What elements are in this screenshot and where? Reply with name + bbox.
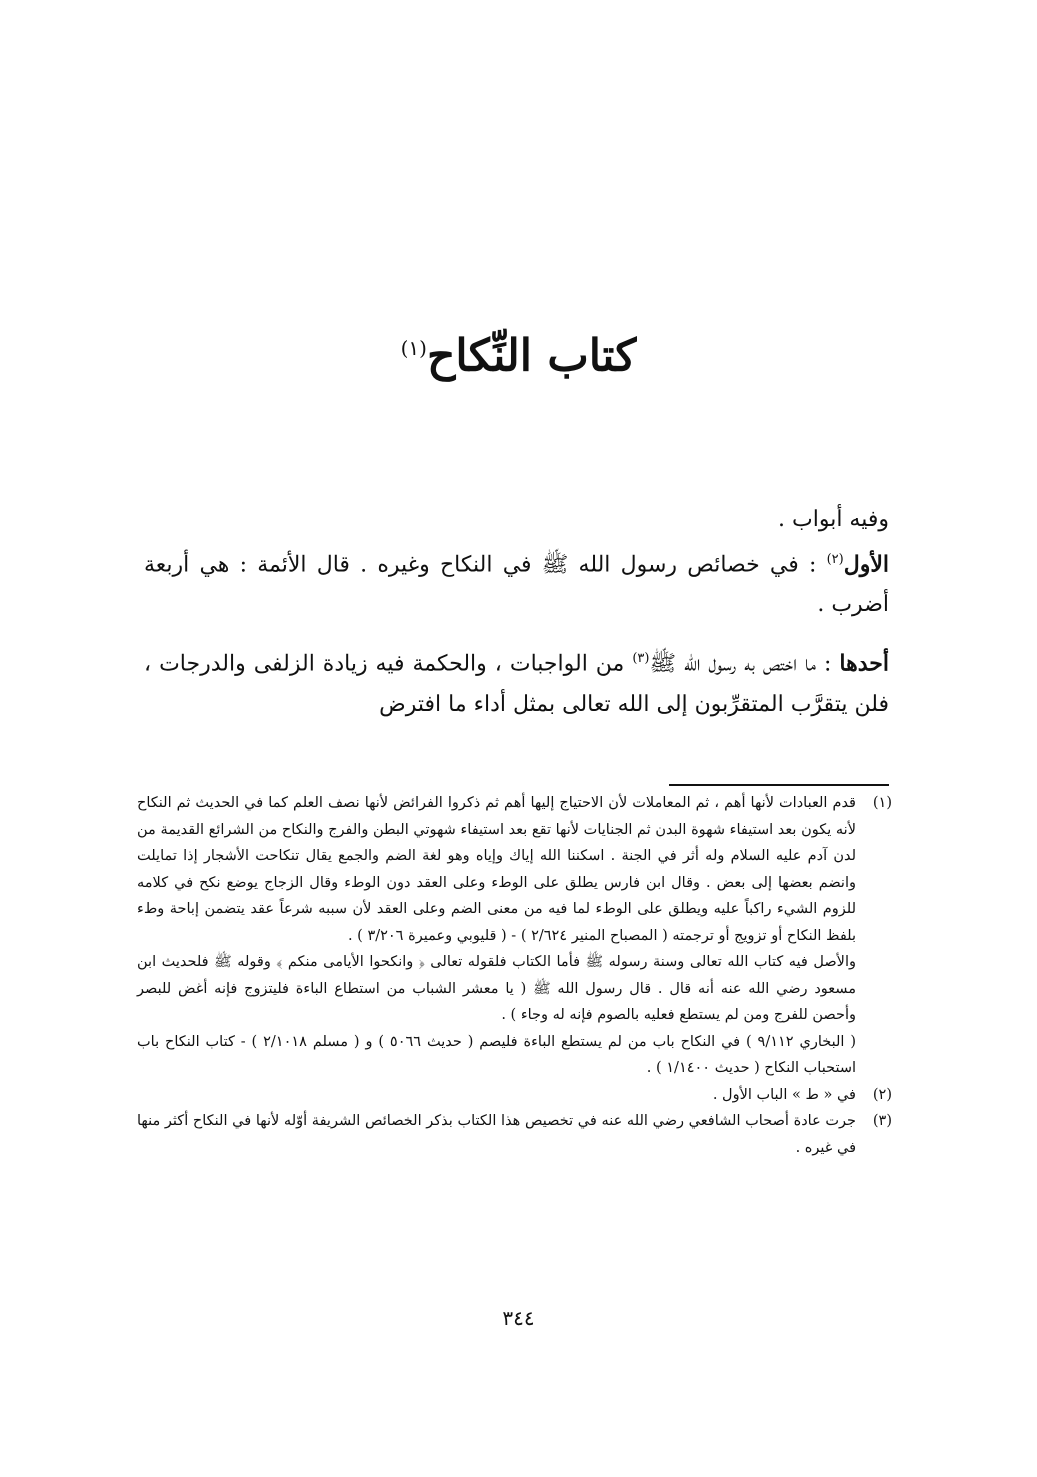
footnote-paragraph: والأصل فيه كتاب الله تعالى وسنة رسوله ﷺ فأما الكتاب فلقوله تعالى ﴿ وانكحوا الأيامى منكم ﴾ وقوله ﷺ فلحديث ابن مسعود رضي الله عنه أنه قال . قال رسول الله ﷺ ( يا معشر الشباب من استطاع الباءة فليتزوج فإنه أغض للبصر وأحصن للفرج ومن لم يستطع فعليه بالصوم فإنه له وجاء ) . [137,954,856,1023]
footnotes [137,790,892,1161]
footnote-paragraph: ( البخاري ٩/١١٢ ) في النكاح باب من لم يستطع الباءة فليصم ( حديث ٥٠٦٦ ) و ( مسلم ٢/١٠١٨ ) - كتاب النكاح باب استحباب النكاح ( حديث ١/١٤٠٠ ) . [137,1033,856,1076]
footnote-3 [137,1108,892,1161]
footnote-number: (٢) [872,1086,892,1103]
footnote-paragraph: في « ط » الباب الأول . [712,1086,856,1103]
footnote-paragraph: قدم العبادات لأنها أهم ، ثم المعاملات لأن الاحتياج إليها أهم ثم ذكروا الفرائض لأنها نصف العلم كما في الحديث ثم النكاح لأنه يكون بعد استيفاء شهوة البدن ثم الجنايات لأنها تقع بعد استيفاء شهوتي البطن والفرج والنكاح من الشرائع القديمة من لدن آدم عليه السلام وله أثر في الجنة . اسكننا الله إياك وإياه وهو لغة الضم والجمع يقال تنكاحت الأشجار إذا تمايلت وانضم بعضها إلى بعض . وقال ابن فارس يطلق على الوطء وعلى العقد دون الوطء وقال الزجاج يوضع نكح في كلامه للزوم الشيء راكباً عليه ويطلق على الوطء لما فيه من معنى الضم وعلى العقد لأن سببه شرعاً عقد يتضمن إباحة وطء بلفظ النكاح أو تزويج أو ترجمته ( المصباح المنير ٢/٦٢٤ ) - ( قليوبي وعميرة ٣/٢٠٦ ) . [137,795,856,944]
footnote-body [137,1082,856,1109]
first-section-footnote-ref: (٢) [826,552,844,567]
footnote-1 [137,790,892,1082]
second-section-footnote-ref: (٣) [632,651,650,667]
page-number: ٣٤٤ [502,1306,535,1330]
main-text [144,500,889,725]
first-section-text: : في خصائص رسول الله ﷺ في النكاح وغيره . قال الأئمة : هي أربعة أضرب . [144,552,889,618]
footnote-body [137,790,856,1082]
intro-line: وفيه أبواب . [778,507,889,532]
chapter-title-text: كتاب النِّكاح [426,330,637,382]
footnote-number: (١) [872,795,892,811]
footnote-paragraph: جرت عادة أصحاب الشافعي رضي الله عنه في تخصيص هذا الكتاب بذكر الخصائص الشريفة أوّله لأنها في النكاح أكثر منها في غيره . [137,1113,856,1156]
first-section-lead: الأول [843,551,889,578]
second-section-lead: أحدها [839,650,889,677]
chapter-title [0,318,1037,387]
footnote-body [137,1108,856,1161]
second-section-text-a: : ما اختص به رسول الله ﷺ [649,651,840,677]
footnote-2 [137,1082,892,1109]
footnote-number: (٣) [872,1113,892,1129]
second-section-text-b: من الواجبات ، والحكمة فيه زيادة الزلفى والدرجات ، فلن يتقرَّب المتقرِّبون إلى الله تعالى بمثل أداء ما افترض [144,651,889,717]
second-section [144,639,889,724]
footnote-divider [669,784,889,786]
first-section [144,540,889,625]
chapter-title-footnote-ref: (١) [400,336,427,360]
